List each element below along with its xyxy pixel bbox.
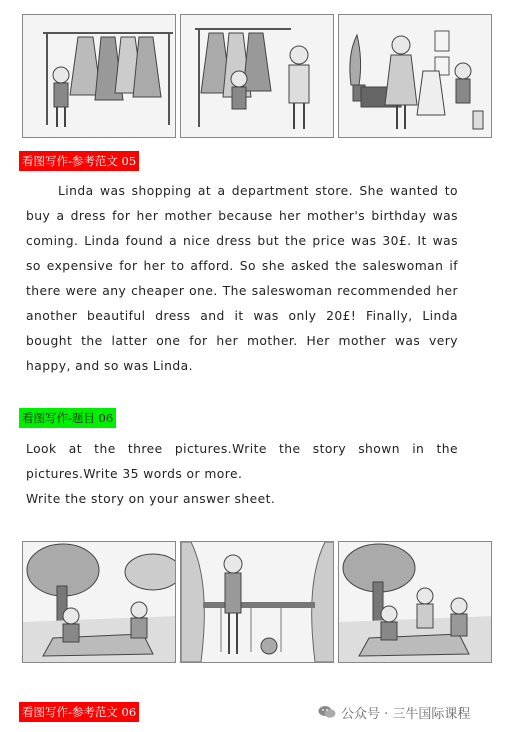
picnic-pictures (22, 541, 492, 663)
section-label-prompt-06: 看图写作-题目 06 (19, 408, 116, 428)
picture-3 (338, 14, 492, 138)
prompt-06-line-1: Look at the three pictures.Write the story shown in the pictures.Write 35 words or more. (26, 442, 458, 481)
watermark-text: 公众号 · 三牛国际课程 (341, 706, 471, 722)
picture-5 (180, 541, 334, 663)
section-label-essay-06: 看图写作-参考范文 06 (19, 702, 139, 722)
picture-1 (22, 14, 176, 138)
picture-2 (180, 14, 334, 138)
picture-4 (22, 541, 176, 663)
wechat-icon (318, 705, 336, 719)
prompt-06-line-2: Write the story on your answer sheet. (26, 492, 276, 506)
essay-05-paragraph: Linda was shopping at a department store. She wanted to buy a dress for her mother because her mother's birthday was coming. Linda found a nice dress but the price was 30£. It was so expensive for her to afford. So she asked the saleswoman if there were any cheaper one. The saleswoman recommended her another beautiful dress and it was only 20£! Finally, Linda bought the latter one for her mother. Her mother was very happy, and so was Linda. (26, 184, 458, 373)
watermark (318, 702, 470, 722)
picture-6 (338, 541, 492, 663)
section-label-essay-05: 看图写作-参考范文 05 (19, 151, 139, 171)
shopping-pictures (22, 14, 492, 138)
prompt-06 (26, 437, 458, 512)
